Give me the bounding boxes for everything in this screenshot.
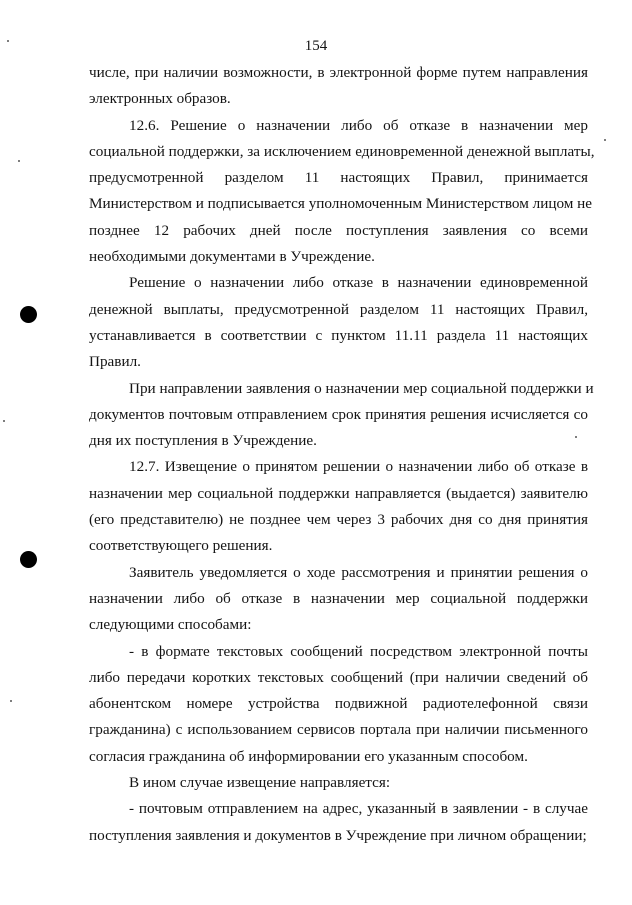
text-line: необходимыми документами в Учреждение. [89,248,375,266]
paragraph [89,376,594,455]
text-line: 12.7. Извещение о принятом решении о назначении либо об отказе в [129,458,588,476]
text-line: абонентском номере устройства подвижной радиотелефонной связи [89,695,588,713]
text-line: электронных образов. [89,90,231,108]
scan-speck [10,700,12,702]
punch-hole-upper [20,306,37,323]
text-line: В ином случае извещение направляется: [129,774,391,792]
text-line: - в формате текстовых сообщений посредством электронной почты [129,642,588,660]
paragraph [89,560,588,639]
text-line: Министерством и подписывается уполномоченным Министерством лицом не [89,195,593,213]
text-line: Правил. [89,353,141,371]
text-line: Заявитель уведомляется о ходе рассмотрения и принятии решения о [129,563,588,581]
text-line: назначении мер социальной поддержки направляется (выдается) заявителю [89,484,588,502]
text-line: назначении либо об отказе в назначении мер социальной поддержки [89,589,588,607]
paragraph [89,454,588,559]
paragraph [89,796,588,849]
paragraph [89,770,588,796]
text-line: поступления заявления и документов в Учреждение при личном обращении; [89,826,587,844]
text-line: При направлении заявления о назначении мер социальной поддержки и [129,379,594,397]
text-line: гражданина) с использованием сервисов портала при наличии письменного [89,721,588,739]
text-line: Решение о назначении либо отказе в назначении единовременной [129,274,588,292]
scan-speck [7,40,9,42]
text-line: следующими способами: [89,616,252,634]
paragraph [89,270,588,375]
text-line: дня их поступления в Учреждение. [89,432,317,450]
paragraph [89,60,588,113]
text-line: согласия гражданина об информировании его указанным способом. [89,747,528,765]
text-line: устанавливается в соответствии с пунктом 11.11 раздела 11 настоящих [89,326,588,344]
text-line: (его представителю) не позднее чем через 3 рабочих дня со дня принятия [89,511,588,529]
paragraph [89,639,588,770]
text-line: документов почтовым отправлением срок принятия решения исчисляется со [89,405,588,423]
text-line: - почтовым отправлением на адрес, указанный в заявлении - в случае [129,800,588,818]
text-line: социальной поддержки, за исключением единовременной денежной выплаты, [89,142,595,160]
text-line: либо передачи коротких текстовых сообщений (при наличии сведений об [89,668,588,686]
paragraph [89,113,595,271]
text-line: позднее 12 рабочих дней после поступления заявления со всеми [89,221,588,239]
scan-speck [3,420,5,422]
scan-speck [18,160,20,162]
text-line: соответствующего решения. [89,537,273,555]
text-line: предусмотренной разделом 11 настоящих Правил, принимается [89,169,588,187]
text-line: денежной выплаты, предусмотренной разделом 11 настоящих Правил, [89,300,588,318]
text-line: 12.6. Решение о назначении либо об отказе в назначении мер [129,116,588,134]
document-body [89,60,595,849]
punch-hole-lower [20,551,37,568]
scan-speck [604,139,606,141]
text-line: числе, при наличии возможности, в электронной форме путем направления [89,64,588,81]
page-number: 154 [304,38,328,54]
